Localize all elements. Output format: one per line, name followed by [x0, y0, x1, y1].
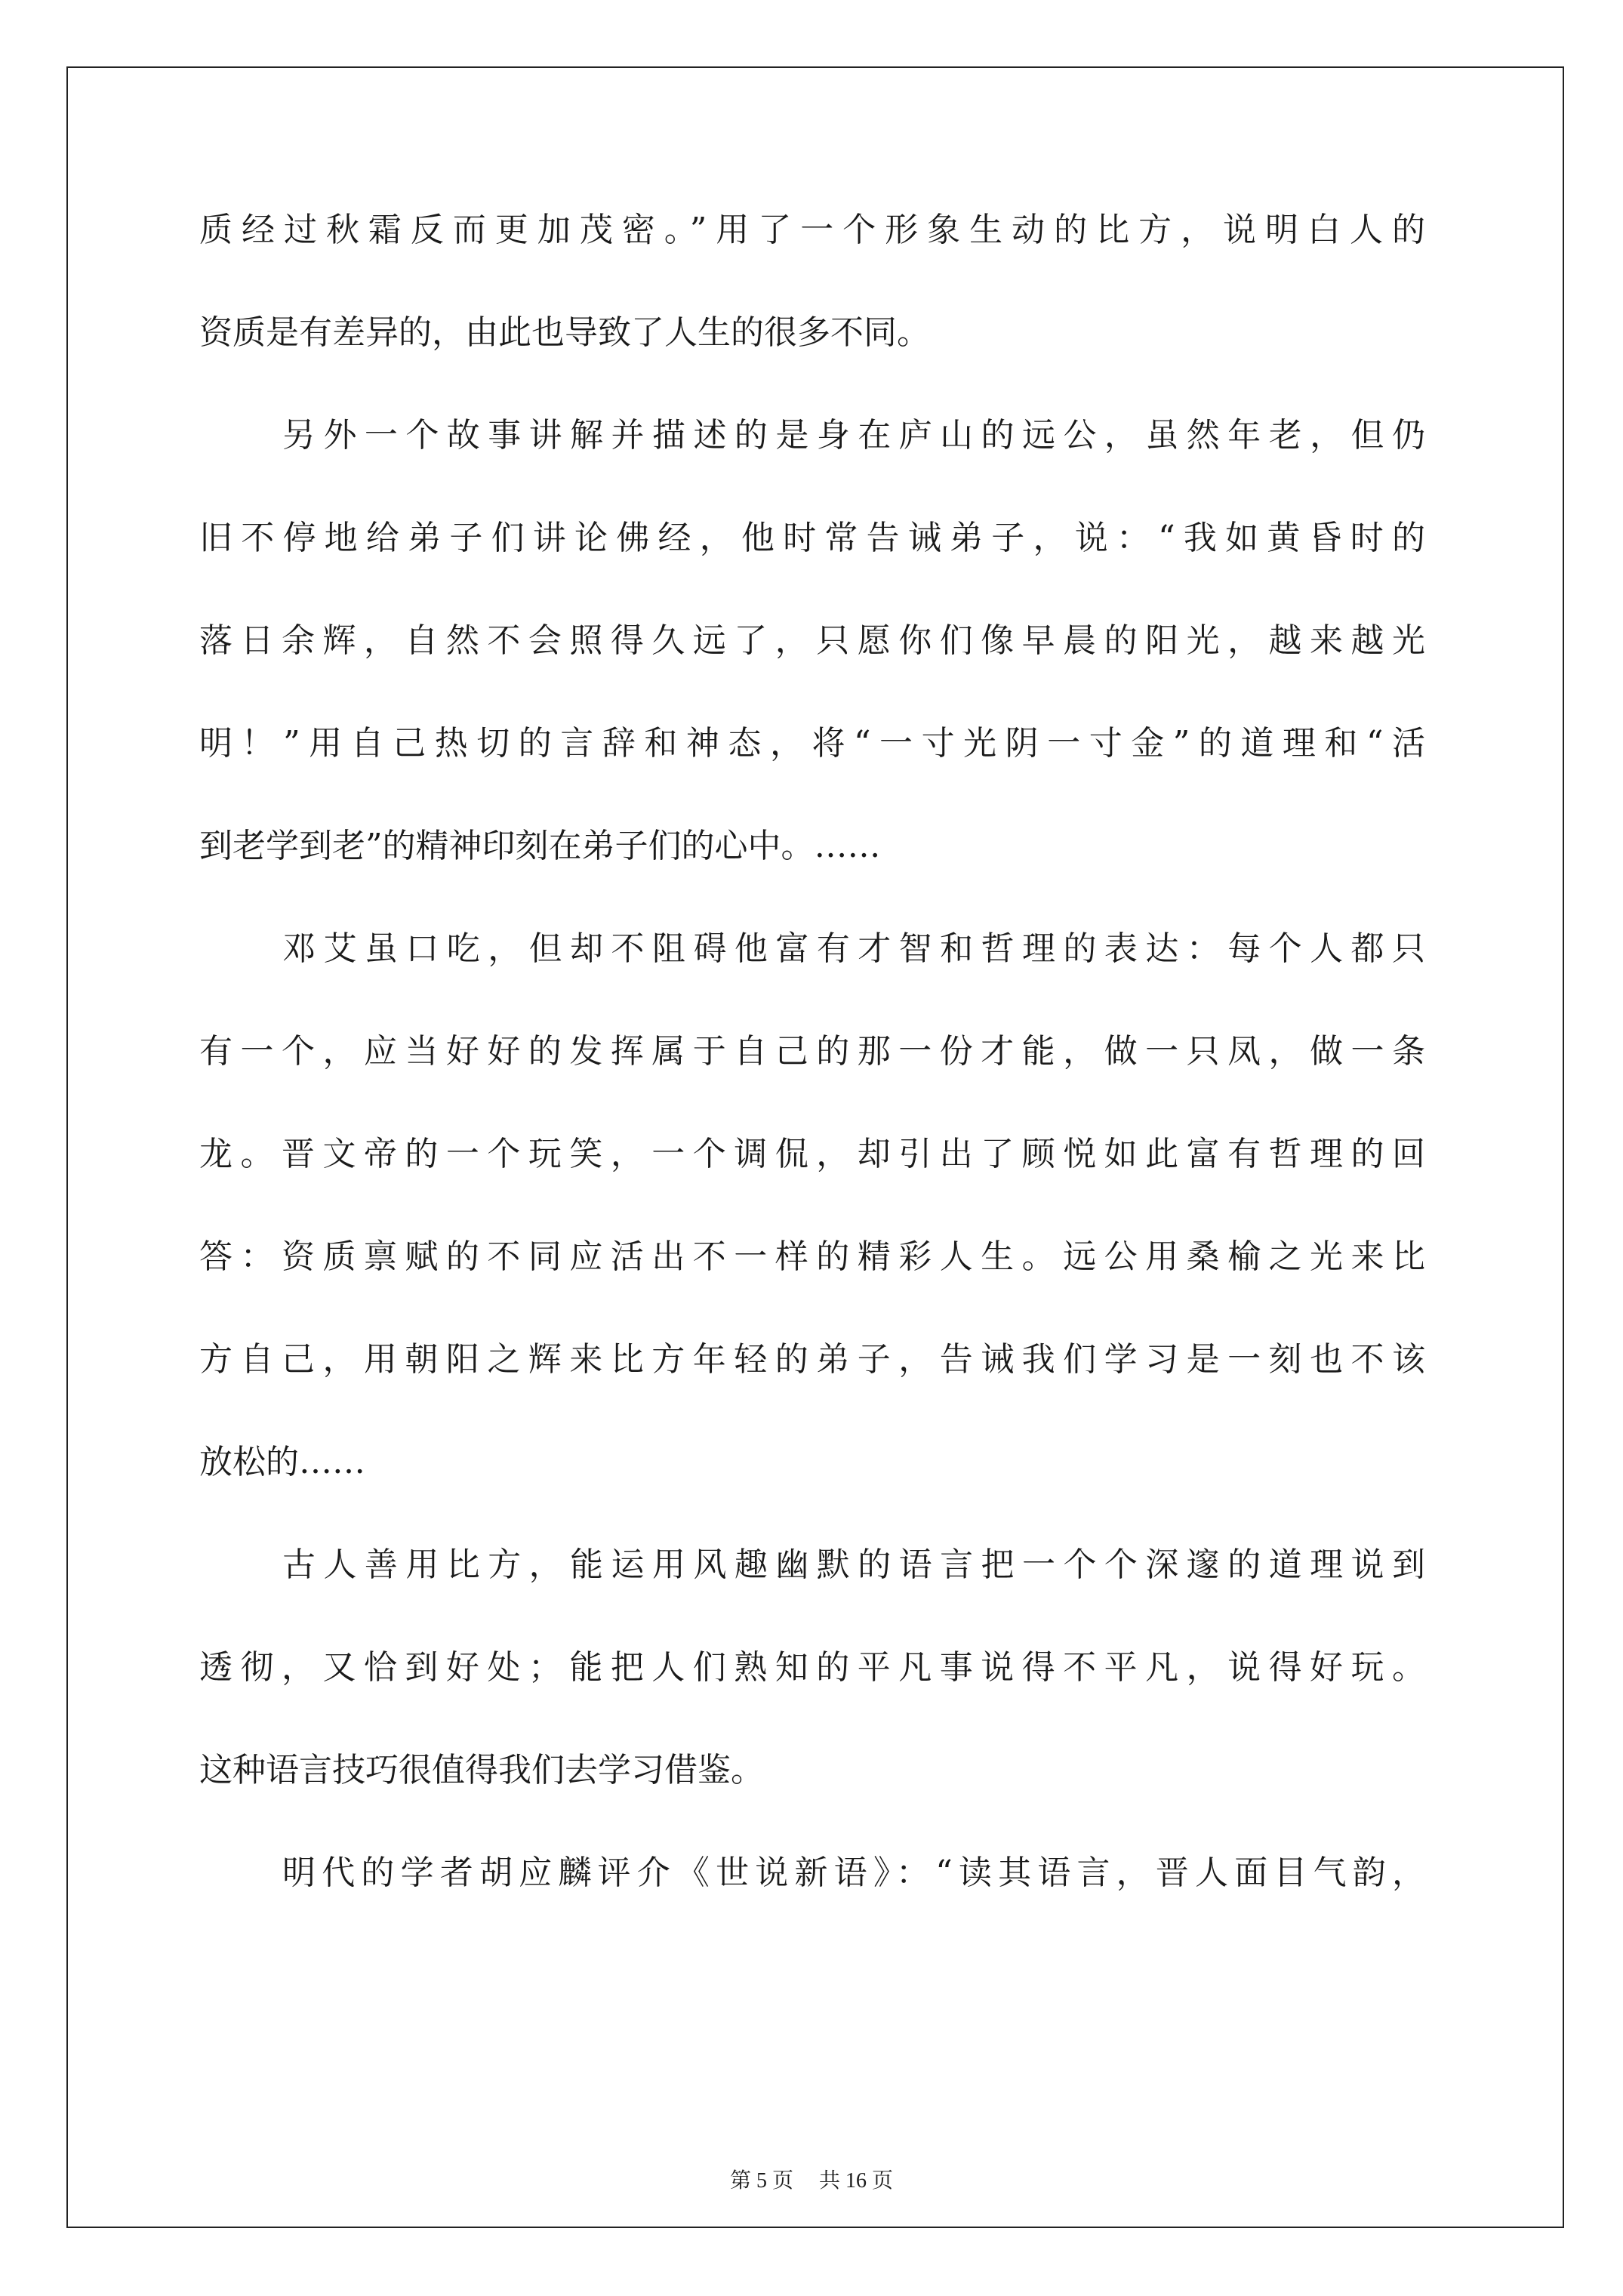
text-line: 这种语言技巧很值得我们去学习借鉴。: [199, 1751, 764, 1789]
page-footer: [0, 2164, 1623, 2194]
text-line: 方自己，用朝阳之辉来比方年轻的弟子，告诫我们学习是一刻也不该: [199, 1340, 1425, 1379]
text-line: 透彻，又恰到好处；能把人们熟知的平凡事说得不平凡，说得好玩。: [199, 1648, 1425, 1687]
document-body: [199, 204, 1425, 1949]
paragraph-start-line: 明代的学者胡应麟评介《世说新语》：“读其语言，晋人面目气韵，: [282, 1854, 1425, 1892]
text-line: 落日余辉，自然不会照得久远了，只愿你们像早晨的阳光，越来越光: [199, 621, 1425, 660]
text-line: 明！”用自己热切的言辞和神态，将“一寸光阴一寸金”的道理和“活: [199, 724, 1425, 763]
text-line: 旧不停地给弟子们讲论佛经，他时常告诫弟子，说：“我如黄昏时的: [199, 519, 1425, 557]
page-total: 共 16 页: [819, 2169, 894, 2193]
paragraph-start-line: 另外一个故事讲解并描述的是身在庐山的远公，虽然年老，但仍: [282, 416, 1425, 455]
text-line: 质经过秋霜反而更加茂密。”用了一个形象生动的比方，说明白人的: [199, 211, 1425, 249]
text-line: 放松的……: [199, 1443, 365, 1481]
text-line: 答：资质禀赋的不同应活出不一样的精彩人生。远公用桑榆之光来比: [199, 1237, 1425, 1276]
page-number: 第 5 页: [729, 2169, 793, 2193]
paragraph-start-line: 古人善用比方，能运用风趣幽默的语言把一个个深邃的道理说到: [282, 1546, 1425, 1584]
paragraph-start-line: 邓艾虽口吃，但却不阻碍他富有才智和哲理的表达：每个人都只: [282, 929, 1425, 968]
text-line: 资质是有差异的，由此也导致了人生的很多不同。: [199, 313, 930, 352]
text-line: 到老学到老”的精神印刻在弟子们的心中。……: [199, 827, 881, 865]
text-line: 龙。晋文帝的一个玩笑，一个调侃，却引出了顾悦如此富有哲理的回: [199, 1135, 1425, 1173]
text-line: 有一个，应当好好的发挥属于自己的那一份才能，做一只凤，做一条: [199, 1032, 1425, 1071]
